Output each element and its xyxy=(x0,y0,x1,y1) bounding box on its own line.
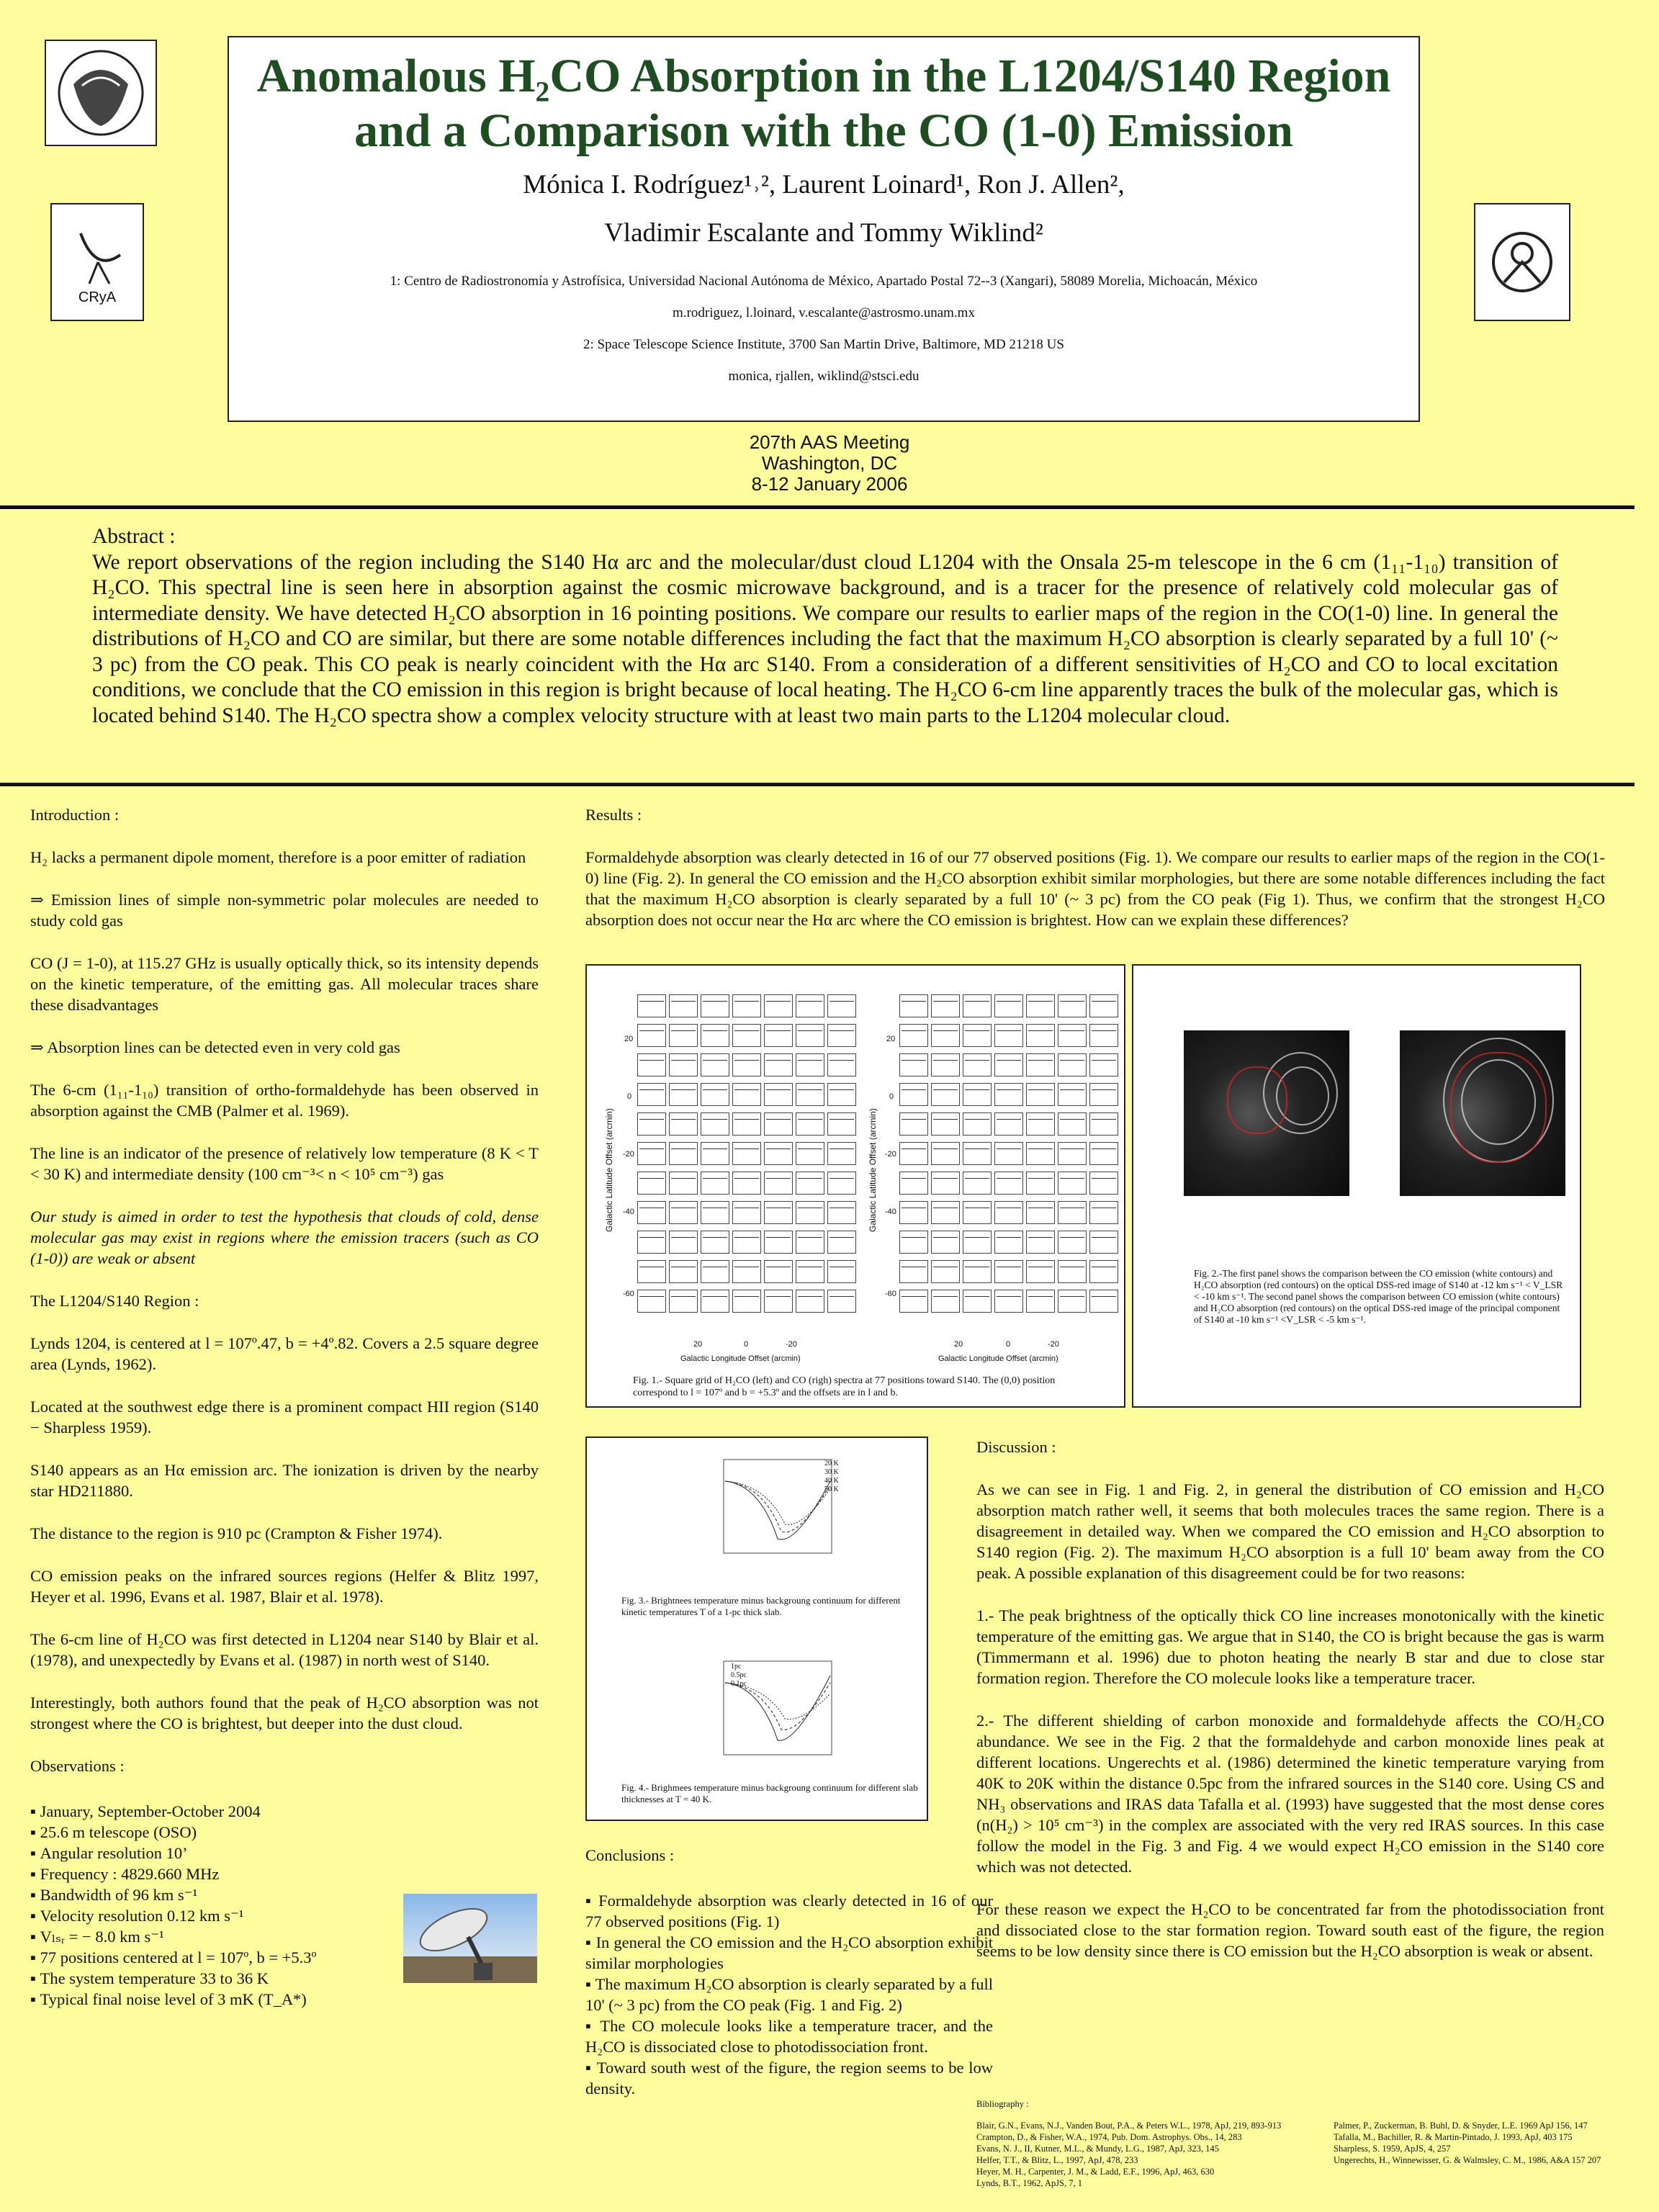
meeting-location: Washington, DC xyxy=(761,452,898,474)
spectrum-cell xyxy=(732,1231,761,1254)
intro-column xyxy=(30,804,539,2010)
spectrum-cell xyxy=(994,1112,1023,1136)
observations-item: ▪ 77 positions centered at l = 107º, b = +5.3º xyxy=(30,1947,433,1968)
observations-list xyxy=(30,1801,433,2010)
intro-p1: H₂ lacks a permanent dipole moment, therefore is a poor emitter of radiation xyxy=(30,848,526,866)
spectrum-cell xyxy=(994,1083,1023,1106)
spectrum-cell xyxy=(796,1053,824,1076)
spectrum-cell xyxy=(899,1142,928,1165)
spectrum-cell xyxy=(994,994,1023,1017)
spectrum-cell xyxy=(1058,994,1087,1017)
fig1-ytick-right: -40 xyxy=(885,1208,896,1216)
spectrum-cell xyxy=(701,1112,729,1136)
spectrum-cell xyxy=(796,1083,824,1106)
intro-p4: ⇒ Absorption lines can be detected even in very cold gas xyxy=(30,1038,400,1056)
spectrum-cell xyxy=(764,1112,793,1136)
spectrum-cell xyxy=(732,1172,761,1195)
bibliography-right xyxy=(1334,2120,1636,2166)
stsci-logo xyxy=(1474,203,1570,321)
title-box xyxy=(228,36,1420,422)
divider-bottom xyxy=(0,783,1635,786)
spectrum-cell xyxy=(899,1260,928,1283)
fig3-legend-item: 40 K xyxy=(824,1477,839,1485)
fig4-legend-item: 1pc xyxy=(731,1663,742,1671)
fig2-caption: Fig. 2.-The first panel shows the comparison between the CO emission (white contours) and H₂CO absorption (red contours) on the optical DSS-red image of S140 at -12 km s⁻¹ < V_LSR < -10 km s⁻¹. The second panel shows the comparison between CO emission (white contours) and H₂CO absorption (red contours) on the optical DSS-red image of the principal component of S140 at -10 km s⁻¹ <V_LSR < -5 km s⁻¹. xyxy=(1194,1268,1563,1325)
spectrum-cell xyxy=(827,1290,856,1313)
meeting-dates: 8-12 January 2006 xyxy=(751,473,908,495)
spectrum-cell xyxy=(701,1290,729,1313)
spectrum-cell xyxy=(899,1024,928,1047)
figure-1 xyxy=(585,964,1125,1408)
spectrum-cell xyxy=(701,1024,729,1047)
spectrum-cell xyxy=(796,1231,824,1254)
spectrum-cell xyxy=(796,1290,824,1313)
spectrum-cell xyxy=(931,1201,960,1224)
bibliography-left xyxy=(976,2120,1336,2189)
spectrum-cell xyxy=(931,1024,960,1047)
spectrum-cell xyxy=(963,1201,992,1224)
spectrum-cell xyxy=(931,994,960,1017)
spectrum-cell xyxy=(931,1142,960,1165)
fig3-caption: Fig. 3.- Brightnees temperature minus backgroung continuum for different kinetic temperatures T of a 1-pc thick slab. xyxy=(621,1595,901,1617)
fig1-xlabel-left: Galactic Longitude Offset (arcmin) xyxy=(680,1354,801,1363)
region-p3: S140 appears as an Hα emission arc. The ionization is driven by the nearby star HD211880. xyxy=(30,1461,539,1500)
bib-entry: Palmer, P., Zuckerman, B. Buhl, D. & Snyder, L.E. 1969 ApJ 156, 147 xyxy=(1334,2121,1588,2131)
spectrum-cell xyxy=(637,1024,666,1047)
spectrum-cell xyxy=(1058,1053,1087,1076)
fig1-xlabel-right: Galactic Longitude Offset (arcmin) xyxy=(938,1354,1058,1363)
spectrum-cell xyxy=(963,1231,992,1254)
spectrum-cell xyxy=(669,1231,698,1254)
spectrum-cell xyxy=(899,1231,928,1254)
spectrum-cell xyxy=(1026,1260,1055,1283)
spectrum-cell xyxy=(994,1053,1023,1076)
spectrum-cell xyxy=(732,1083,761,1106)
bib-entry: Tafalla, M., Bachiller, R. & Martin-Pintado, J. 1993, ApJ, 403 175 xyxy=(1334,2132,1573,2142)
fig1-xtick-right: 0 xyxy=(1006,1340,1011,1349)
fig1-ytick: -40 xyxy=(623,1208,634,1216)
abstract-heading: Abstract : xyxy=(92,525,176,548)
spectrum-cell xyxy=(899,1290,928,1313)
spectrum-cell xyxy=(1089,1024,1118,1047)
spectrum-cell xyxy=(637,1290,666,1313)
spectrum-cell xyxy=(637,1260,666,1283)
region-p1: Lynds 1204, is centered at l = 107º.47, b = +4º.82. Covers a 2.5 square degree area (Lynds, 1962). xyxy=(30,1334,539,1373)
spectrum-cell xyxy=(963,994,992,1017)
spectrum-cell xyxy=(669,1290,698,1313)
intro-p2: ⇒ Emission lines of simple non-symmetric polar molecules are needed to study cold gas xyxy=(30,891,539,930)
spectrum-cell xyxy=(732,1142,761,1165)
spectrum-cell xyxy=(1089,1142,1118,1165)
spectrum-cell xyxy=(732,994,761,1017)
intro-p5: The 6-cm (1₁₁-1₁₀) transition of ortho-formaldehyde has been observed in absorption against the CMB (Palmer et al. 1969). xyxy=(30,1081,539,1120)
spectrum-cell xyxy=(963,1260,992,1283)
figure-3-4 xyxy=(585,1437,928,1821)
spectrum-cell xyxy=(637,1053,666,1076)
fig1-ytick-right: -20 xyxy=(885,1150,896,1159)
h2co-contour xyxy=(1450,1052,1547,1163)
fig1-ytick-right: -60 xyxy=(885,1290,896,1298)
spectrum-cell xyxy=(796,1112,824,1136)
spectrum-cell xyxy=(931,1053,960,1076)
fig1-xtick-right: 20 xyxy=(954,1340,963,1349)
fig4-legend-item: 0.5pc xyxy=(731,1671,747,1679)
spectrum-cell xyxy=(1089,1083,1118,1106)
observations-item: ▪ January, September-October 2004 xyxy=(30,1801,433,1822)
spectrum-cell xyxy=(827,1201,856,1224)
spectrum-cell xyxy=(1089,1053,1118,1076)
spectrum-cell xyxy=(669,1083,698,1106)
stsci-emblem-icon xyxy=(1475,204,1569,320)
conclusions-item: ▪ Formaldehyde absorption was clearly detected in 16 of our 77 observed positions (Fig. 1) xyxy=(585,1890,993,1932)
spectrum-cell xyxy=(637,1083,666,1106)
spectrum-cell xyxy=(764,1083,793,1106)
intro-p3: CO (J = 1-0), at 115.27 GHz is usually optically thick, so its intensity depends on the kinetic temperature, of the emitting gas. All molecular traces share these disadvantages xyxy=(30,954,539,1014)
intro-p6: The line is an indicator of the presence of relatively low temperature (8 K < T < 30 K) and intermediate density (100 cm⁻³< n < 10⁵ cm⁻³) gas xyxy=(30,1144,539,1183)
fig3-legend-item: 30 K xyxy=(824,1468,839,1476)
spectrum-cell xyxy=(701,1142,729,1165)
region-heading: The L1204/S140 Region : xyxy=(30,1292,199,1310)
spectrum-cell xyxy=(1058,1112,1087,1136)
divider-top xyxy=(0,505,1635,509)
spectrum-cell xyxy=(669,1024,698,1047)
abstract-text: We report observations of the region including the S140 Hα arc and the molecular/dust cloud L1204 with the Onsala 25-m telescope in the 6 cm (1₁₁-1₁₀) transition of H₂CO. This spectral line is seen here in absorption against the cosmic microwave background, and is a tracer for the presence of relatively cold molecular gas of intermediate density. We have detected H₂CO absorption in 16 pointing positions. We compare our results to earlier maps of the region in the CO(1-0) line. In general the distributions of H₂CO and CO are similar, but there are some notable differences including the fact that the maximum H₂CO absorption is clearly separated by a full 10' (~ 3 pc) from the CO peak. This CO peak is nearly coincident with the Hα arc S140. From a consideration of a different sensitivities of H₂CO and CO to local excitation conditions, we conclude that the CO emission in this region is bright because of local heating. The H₂CO 6-cm line apparently traces the bulk of the molecular gas, which is located behind S140. The H₂CO spectra show a complex velocity structure with at least two main parts to the L1204 molecular cloud. xyxy=(92,550,1558,727)
crya-logo xyxy=(50,203,144,321)
conclusions-item: ▪ Toward south west of the figure, the region seems to be low density. xyxy=(585,2057,993,2099)
authors-line-2: Vladimir Escalante and Tommy Wiklind² xyxy=(604,218,1043,248)
spectrum-cell xyxy=(899,1201,928,1224)
bib-entry: Heyer, M. H., Carpenter, J. M., & Ladd, E.F., 1996, ApJ, 463, 630 xyxy=(976,2167,1215,2177)
spectrum-cell xyxy=(994,1290,1023,1313)
spectrum-cell xyxy=(732,1260,761,1283)
spectrum-cell xyxy=(899,1053,928,1076)
spectrum-cell xyxy=(1026,1053,1055,1076)
observations-item: ▪ Typical final noise level of 3 mK (T_A*) xyxy=(30,1989,433,2010)
discussion-p4: For these reason we expect the H₂CO to be concentrated far from the photodissociation front and dissociated close to the star formation region. Toward south east of the figure, the region seems to be low density since there is CO emission but the H₂CO absorption is weak or absent. xyxy=(976,1900,1604,1960)
region-p4: The distance to the region is 910 pc (Crampton & Fisher 1974). xyxy=(30,1524,443,1542)
spectrum-cell xyxy=(637,1142,666,1165)
bibliography-heading: Bibliography : xyxy=(976,2099,1029,2109)
spectrum-cell xyxy=(764,1201,793,1224)
spectrum-cell xyxy=(669,1172,698,1195)
affiliation-1: 1: Centro de Radiostronomía y Astrofísica, Universidad Nacional Autónoma de México, Apartado Postal 72--3 (Xangari), 58089 Morelia, Michoacán, México xyxy=(390,274,1258,289)
fig1-ylabel-left: Galactic Latitude Offset (arcmin) xyxy=(604,1108,614,1232)
spectrum-cell xyxy=(764,1231,793,1254)
discussion-p3: 2.- The different shielding of carbon monoxide and formaldehyde affects the CO/H₂CO abundance. We see in the Fig. 2 that the formaldehyde and carbon monoxide lines peak at different locations. Ungerechts et al. (1986) determined the kinetic temperature varying from 40K to 20K within the distance 0.5pc from the infrared sources in the S140 core. Using CS and NH₃ observations and IRAS data Tafalla et al. (1993) have suggested that the most dense cores (n(H₂) > 10⁵ cm⁻³) in the complex are associated with the very red IRAS sources. In this case follow the model in the Fig. 3 and Fig. 4 we would expect H₂CO emission in the S140 core which was not detected. xyxy=(976,1712,1604,1876)
observations-item: ▪ Velocity resolution 0.12 km s⁻¹ xyxy=(30,1905,433,1926)
spectrum-cell xyxy=(827,994,856,1017)
observations-item: ▪ Bandwidth of 96 km s⁻¹ xyxy=(30,1884,433,1905)
spectrum-cell xyxy=(637,994,666,1017)
spectrum-cell xyxy=(1089,1260,1118,1283)
spectrum-cell xyxy=(994,1024,1023,1047)
fig1-ytick-right: 0 xyxy=(889,1092,894,1101)
spectrum-cell xyxy=(1058,1024,1087,1047)
fig2-panel-2 xyxy=(1400,1030,1565,1196)
spectrum-cell xyxy=(994,1260,1023,1283)
spectrum-cell xyxy=(827,1053,856,1076)
fig2-panel-1 xyxy=(1184,1030,1349,1196)
spectrum-cell xyxy=(1026,994,1055,1017)
spectrum-cell xyxy=(796,994,824,1017)
telescope-photo xyxy=(403,1894,537,1983)
spectrum-cell xyxy=(827,1231,856,1254)
fig1-ytick-right: 20 xyxy=(886,1035,896,1043)
discussion-p2: 1.- The peak brightness of the optically thick CO line increases monotonically with the kinetic temperature of the emitting gas. We argue that in S140, the CO is bright because the gas is warm (Timmermann et al. 1996) due to photon heating the nearly B star and due to close star formation region. Therefore the CO molecule looks like a temperature tracer. xyxy=(976,1606,1604,1687)
spectrum-cell xyxy=(963,1290,992,1313)
fig3-legend-item: 50 K xyxy=(824,1485,839,1493)
spectrum-cell xyxy=(637,1201,666,1224)
conclusions-section xyxy=(585,1845,993,2099)
observations-item: ▪ The system temperature 33 to 36 K xyxy=(30,1968,433,1989)
conclusions-item: ▪ The maximum H₂CO absorption is clearly separated by a full 10' (~ 3 pc) from the CO peak (Fig. 1 and Fig. 2) xyxy=(585,1974,993,2015)
fig4-plot xyxy=(709,1654,839,1776)
spectrum-cell xyxy=(1058,1172,1087,1195)
spectrum-cell xyxy=(732,1053,761,1076)
spectrum-cell xyxy=(963,1024,992,1047)
conclusions-item: ▪ The CO molecule looks like a temperature tracer, and the H₂CO is dissociated close to photodissociation front. xyxy=(585,2015,993,2057)
spectrum-cell xyxy=(637,1231,666,1254)
bib-entry: Evans, N. J., II, Kutner, M.L., & Mundy, L.G., 1987, ApJ, 323, 145 xyxy=(976,2144,1219,2154)
affiliation-2: 2: Space Telescope Science Institute, 3700 San Martin Drive, Baltimore, MD 21218 US xyxy=(583,337,1064,352)
crya-logo-text: CRyA xyxy=(78,289,117,305)
discussion-heading: Discussion : xyxy=(976,1438,1056,1456)
spectrum-cell xyxy=(669,1112,698,1136)
region-p5: CO emission peaks on the infrared sources regions (Helfer & Blitz 1997, Heyer et al. 1996, Evans et al. 1987, Blair et al. 1978). xyxy=(30,1567,539,1606)
spectrum-cell xyxy=(827,1142,856,1165)
bib-entry: Blair, G.N., Evans, N.J., Vanden Bout, P.A., & Peters W.L., 1978, ApJ, 219, 893-913 xyxy=(976,2121,1282,2131)
spectrum-cell xyxy=(701,1201,729,1224)
spectrum-cell xyxy=(931,1231,960,1254)
bib-entry: Sharpless, S. 1959, ApJS, 4, 257 xyxy=(1334,2144,1451,2154)
spectrum-cell xyxy=(1026,1112,1055,1136)
spectrum-cell xyxy=(931,1083,960,1106)
fig4-legend-item: 0.1pc xyxy=(731,1680,747,1688)
fig1-xtick: 20 xyxy=(693,1340,703,1349)
observations-item: ▪ Vₗₛᵣ = − 8.0 km s⁻¹ xyxy=(30,1926,433,1947)
conclusions-heading: Conclusions : xyxy=(585,1846,675,1864)
spectrum-cell xyxy=(669,994,698,1017)
spectrum-cell xyxy=(963,1083,992,1106)
spectrum-cell xyxy=(732,1290,761,1313)
spectrum-cell xyxy=(963,1172,992,1195)
spectrum-cell xyxy=(899,994,928,1017)
fig1-ytick: -20 xyxy=(623,1150,634,1159)
unam-seal-icon xyxy=(46,41,156,145)
spectrum-cell xyxy=(827,1172,856,1195)
spectrum-cell xyxy=(1089,1112,1118,1136)
spectrum-cell xyxy=(931,1290,960,1313)
fig3-legend-item: 20 K xyxy=(824,1460,839,1467)
results-heading: Results : xyxy=(585,806,642,824)
bib-entry: Lynds, B.T., 1962, ApJS, 7, 1 xyxy=(976,2178,1083,2188)
title-line-2: and a Comparison with the CO (1-0) Emission xyxy=(354,104,1293,157)
spectrum-cell xyxy=(796,1024,824,1047)
spectrum-cell xyxy=(899,1083,928,1106)
spectrum-cell xyxy=(1058,1290,1087,1313)
spectrum-cell xyxy=(1089,1172,1118,1195)
spectrum-cell xyxy=(827,1260,856,1283)
spectrum-cell xyxy=(796,1201,824,1224)
bib-entry: Helfer, T.T., & Blitz, L., 1997, ApJ, 478, 233 xyxy=(976,2155,1138,2165)
spectrum-cell xyxy=(764,1142,793,1165)
spectrum-cell xyxy=(1089,1290,1118,1313)
fig1-ytick: 20 xyxy=(624,1035,634,1043)
spectrum-cell xyxy=(994,1231,1023,1254)
spectrum-cell xyxy=(1089,1201,1118,1224)
spectrum-cell xyxy=(764,1290,793,1313)
spectrum-cell xyxy=(1026,1201,1055,1224)
spectrum-cell xyxy=(669,1201,698,1224)
fig1-ylabel-right: Galactic Latitude Offset (arcmin) xyxy=(868,1108,878,1232)
spectrum-cell xyxy=(1058,1083,1087,1106)
spectrum-cell xyxy=(1026,1172,1055,1195)
discussion-p1: As we can see in Fig. 1 and Fig. 2, in general the distribution of CO emission and H₂CO absorption match rather well, it seems that both molecules traces the same region. There is a disagreement in detailed way. When we compared the CO emission and H₂CO absorption to S140 region (Fig. 2). The maximum H₂CO absorption is a full 10' beam away from the CO peak. A possible explanation of this disagreement could be for two reasons: xyxy=(976,1480,1604,1582)
intro-heading: Introduction : xyxy=(30,806,120,824)
spectrum-cell xyxy=(963,1112,992,1136)
spectrum-cell xyxy=(963,1142,992,1165)
email-1: m.rodriguez, l.loinard, v.escalante@astrosmo.unam.mx xyxy=(673,305,975,320)
spectrum-cell xyxy=(701,1053,729,1076)
spectrum-cell xyxy=(669,1053,698,1076)
conclusions-list xyxy=(585,1890,993,2099)
spectrum-cell xyxy=(732,1024,761,1047)
figure-2 xyxy=(1132,964,1581,1408)
spectrum-cell xyxy=(764,1053,793,1076)
spectrum-cell xyxy=(796,1172,824,1195)
spectrum-cell xyxy=(1089,1231,1118,1254)
spectrum-cell xyxy=(827,1112,856,1136)
h2co-contour xyxy=(1227,1066,1287,1134)
crya-antenna-icon xyxy=(52,204,143,298)
email-2: monica, rjallen, wiklind@stsci.edu xyxy=(728,369,920,384)
spectrum-cell xyxy=(764,1024,793,1047)
unam-logo xyxy=(45,40,157,146)
region-p2: Located at the southwest edge there is a prominent compact HII region (S140 − Sharpless 1959). xyxy=(30,1398,539,1437)
spectrum-cell xyxy=(1058,1260,1087,1283)
discussion-section xyxy=(976,1437,1604,1983)
spectrum-cell xyxy=(764,994,793,1017)
spectrum-cell xyxy=(1058,1231,1087,1254)
authors-line-1: Mónica I. Rodríguez¹˒², Laurent Loinard¹, Ron J. Allen², xyxy=(523,170,1125,199)
spectrum-cell xyxy=(1058,1201,1087,1224)
fig3-plot xyxy=(709,1452,839,1575)
spectrum-cell xyxy=(931,1260,960,1283)
spectrum-cell xyxy=(994,1142,1023,1165)
spectrum-cell xyxy=(827,1024,856,1047)
fig3-legend xyxy=(824,1460,839,1494)
radio-telescope-icon xyxy=(403,1894,537,1983)
spectrum-cell xyxy=(1026,1024,1055,1047)
bib-entry: Ungerechts, H., Winnewisser, G. & Walmsley, C. M., 1986, A&A 157 207 xyxy=(1334,2155,1601,2165)
spectrum-cell xyxy=(1058,1142,1087,1165)
observations-heading: Observations : xyxy=(30,1757,125,1775)
observations-item: ▪ 25.6 m telescope (OSO) xyxy=(30,1822,433,1843)
spectrum-cell xyxy=(963,1053,992,1076)
spectrum-cell xyxy=(1026,1083,1055,1106)
region-p6: The 6-cm line of H₂CO was first detected in L1204 near S140 by Blair et al. (1978), and unexpectedly by Evans et al. (1987) in north west of S140. xyxy=(30,1630,539,1669)
intro-p7: Our study is aimed in order to test the hypothesis that clouds of cold, dense molecular gas may exist in regions where the emission tracers (such as CO (1-0)) are weak or absent xyxy=(30,1208,539,1267)
spectrum-cell xyxy=(764,1172,793,1195)
spectrum-cell xyxy=(732,1112,761,1136)
spectrum-cell xyxy=(701,994,729,1017)
spectrum-cell xyxy=(764,1260,793,1283)
region-p7: Interestingly, both authors found that the peak of H₂CO absorption was not strongest where the CO is brightest, but deeper into the dust cloud. xyxy=(30,1694,539,1732)
results-text: Formaldehyde absorption was clearly detected in 16 of our 77 observed positions (Fig. 1). We compare our results to earlier maps of the region in the CO(1-0) line (Fig. 2). In general the CO emission and the H₂CO absorption exhibit similar morphologies, but there are some notable differences including the fact that the maximum H₂CO absorption is clearly separated by a full 10' (~ 3 pc) from the CO peak (Fig 1). Thus, we confirm that the strongest H₂CO absorption does not occur near the Hα arc where the CO emission is brightest. How can we explain these differences? xyxy=(585,848,1605,929)
spectrum-cell xyxy=(669,1142,698,1165)
spectrum-cell xyxy=(701,1260,729,1283)
meeting-info xyxy=(0,432,1659,495)
fig4-caption: Fig. 4.- Brighmees temperature minus backgroung continuum for different slab thicknesses at T = 40 K. xyxy=(621,1782,918,1804)
spectrum-cell xyxy=(1026,1231,1055,1254)
spectrum-cell xyxy=(1089,994,1118,1017)
spectrum-cell xyxy=(637,1112,666,1136)
spectrum-cell xyxy=(796,1260,824,1283)
fig1-ytick: 0 xyxy=(627,1092,632,1101)
spectrum-cell xyxy=(931,1172,960,1195)
poster-title xyxy=(229,49,1419,158)
spectrum-cell xyxy=(701,1172,729,1195)
abstract-section xyxy=(92,524,1558,729)
spectrum-cell xyxy=(899,1112,928,1136)
fig1-xtick: 0 xyxy=(744,1340,749,1349)
fig1-xtick: -20 xyxy=(786,1340,797,1349)
spectrum-cell xyxy=(994,1201,1023,1224)
conclusions-item: ▪ In general the CO emission and the H₂CO absorption exhibit similar morphologies xyxy=(585,1932,993,1974)
spectrum-cell xyxy=(701,1231,729,1254)
spectrum-cell xyxy=(827,1083,856,1106)
spectrum-cell xyxy=(899,1172,928,1195)
spectrum-cell xyxy=(701,1083,729,1106)
observations-item: ▪ Frequency : 4829.660 MHz xyxy=(30,1863,433,1884)
spectrum-cell xyxy=(1026,1142,1055,1165)
spectrum-cell xyxy=(994,1172,1023,1195)
spectrum-cell xyxy=(732,1201,761,1224)
spectrum-cell xyxy=(669,1260,698,1283)
spectrum-cell xyxy=(931,1112,960,1136)
spectrum-cell xyxy=(796,1142,824,1165)
fig4-legend xyxy=(731,1663,747,1689)
results-section xyxy=(585,804,1605,952)
observations-item: ▪ Angular resolution 10’ xyxy=(30,1843,433,1863)
meeting-name: 207th AAS Meeting xyxy=(749,431,910,453)
bib-entry: Crampton, D., & Fisher, W.A., 1974, Pub. Dom. Astrophys. Obs., 14, 283 xyxy=(976,2132,1242,2142)
fig1-ytick: -60 xyxy=(623,1290,634,1298)
fig1-caption: Fig. 1.- Square grid of H₂CO (left) and CO (righ) spectra at 77 positions toward S140. The (0,0) position correspond to l = 107º and b = +5.3º and the offsets are in l and b. xyxy=(633,1375,1056,1398)
fig1-xtick-right: -20 xyxy=(1048,1340,1059,1349)
spectrum-cell xyxy=(637,1172,666,1195)
title-line-1: Anomalous H₂CO Absorption in the L1204/S140 Region xyxy=(256,50,1391,102)
spectrum-cell xyxy=(1026,1290,1055,1313)
